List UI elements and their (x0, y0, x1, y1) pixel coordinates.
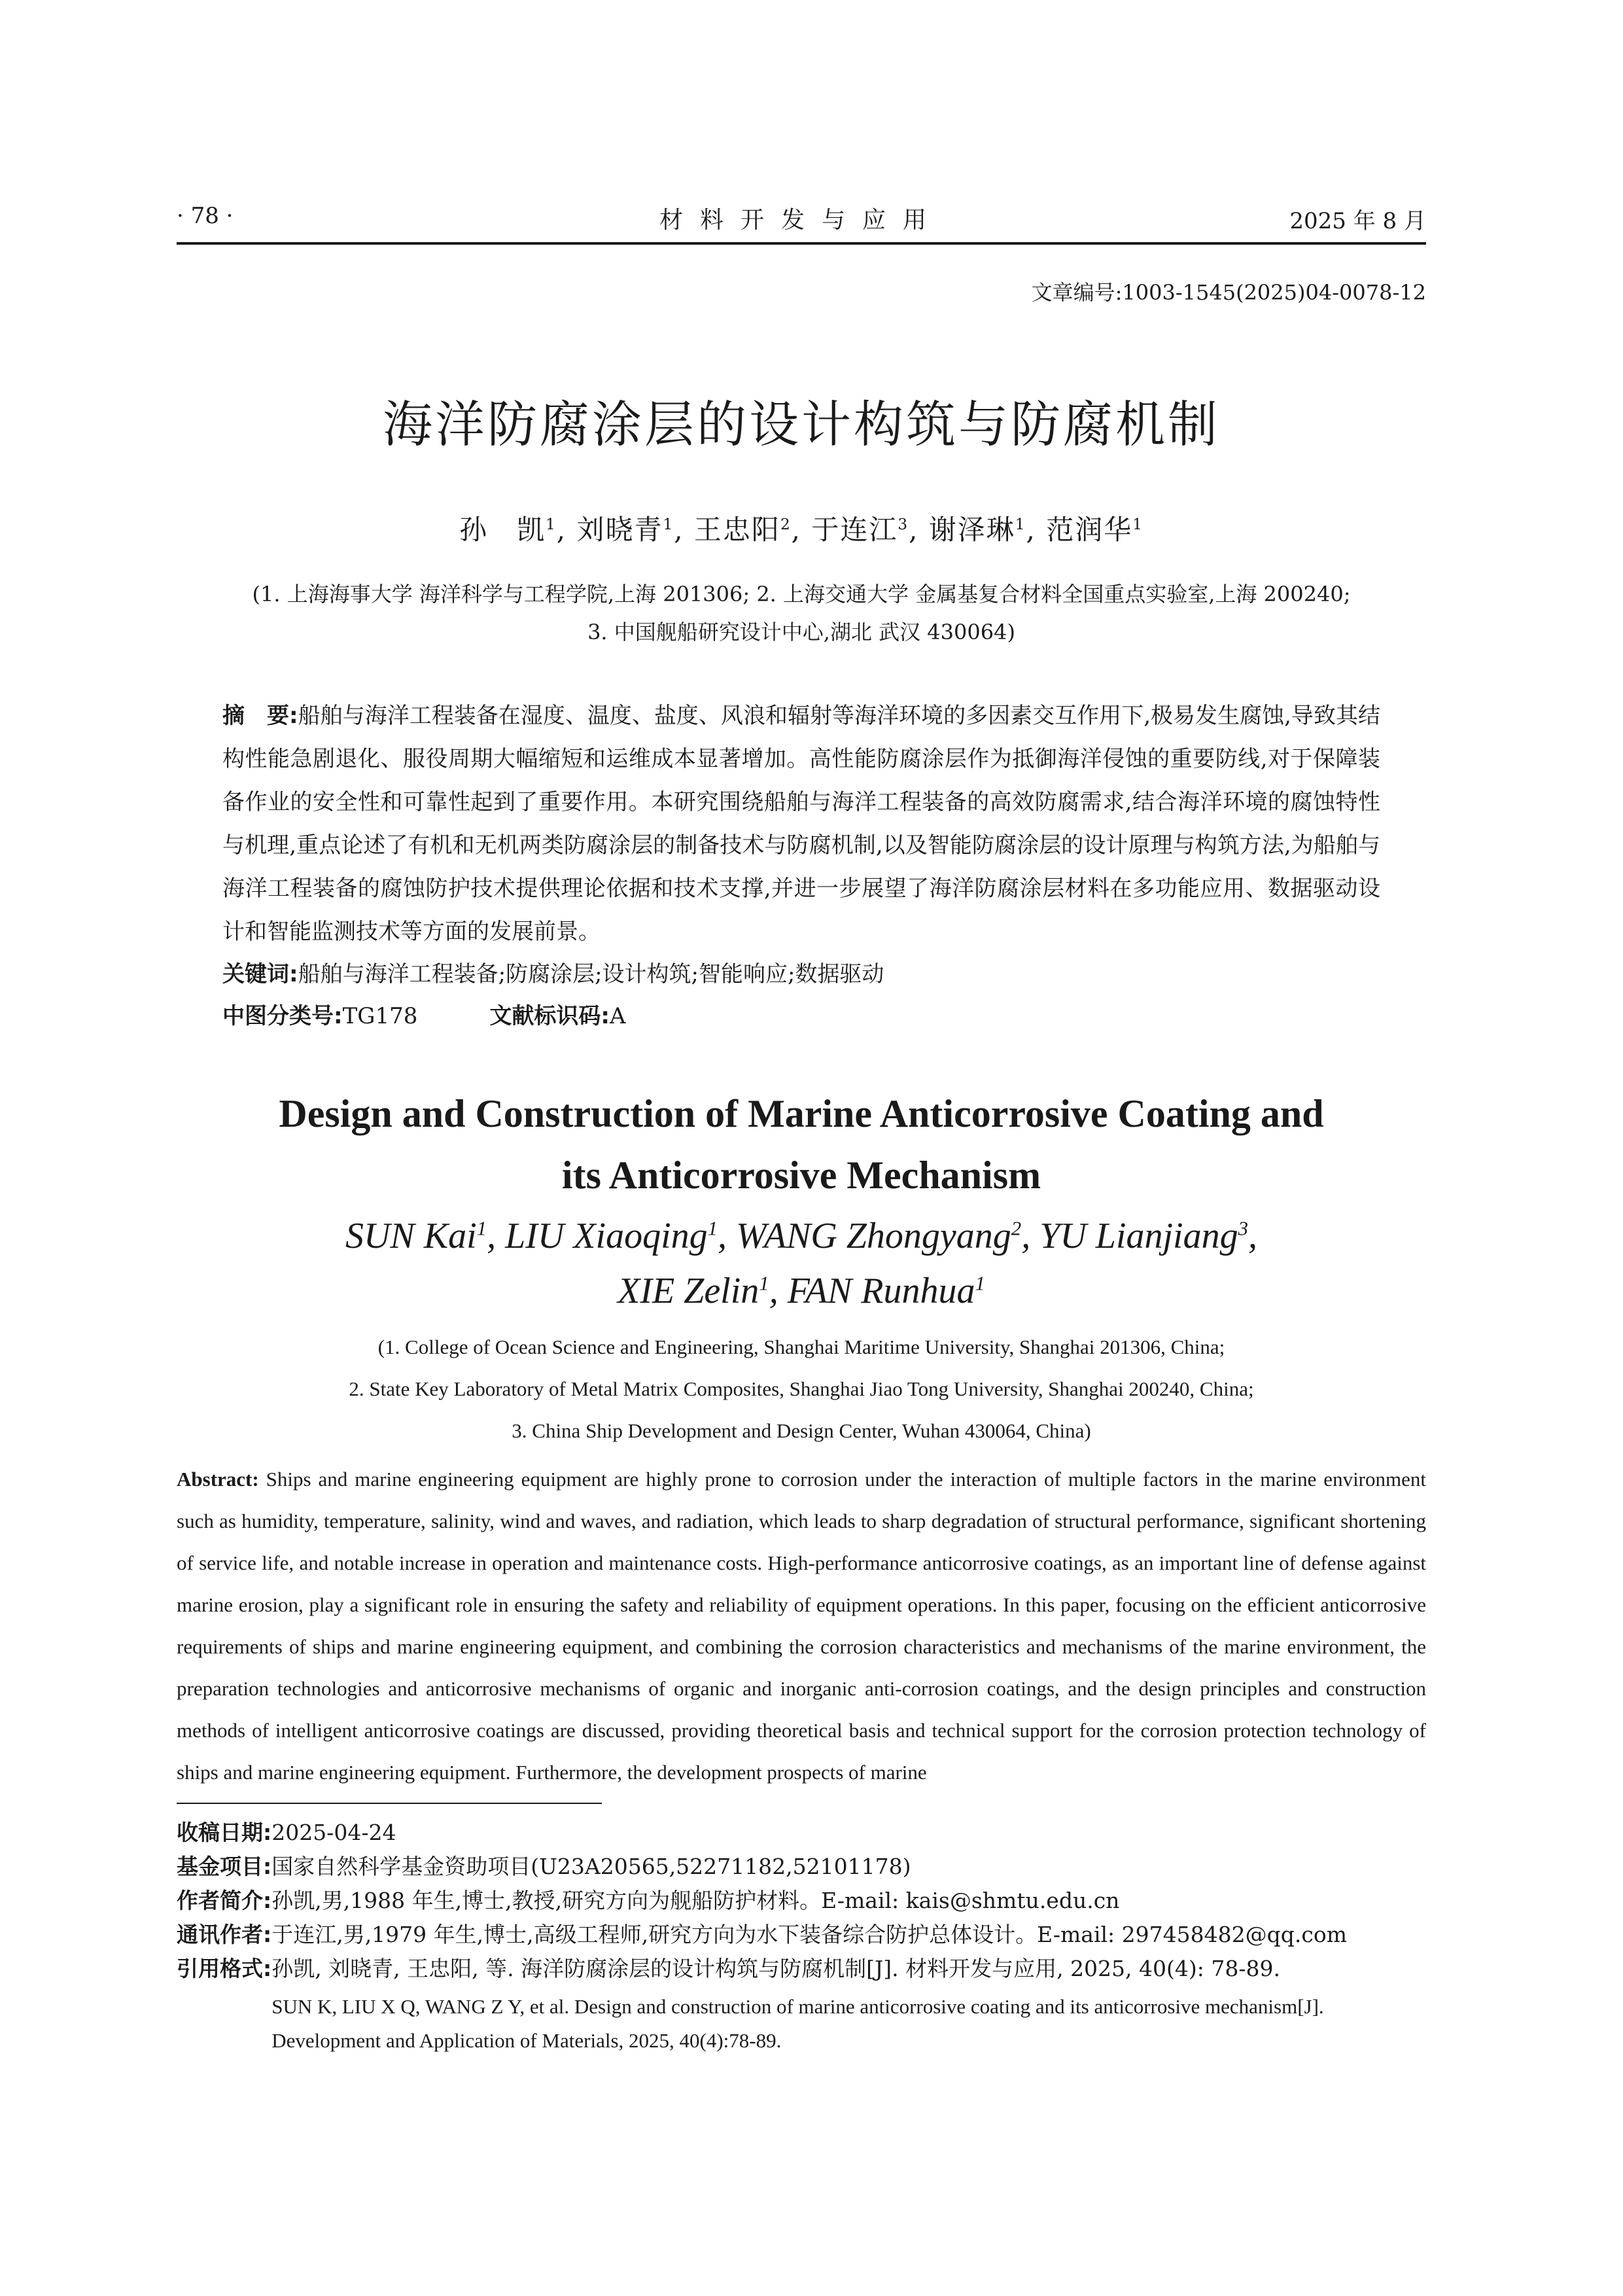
author-name: 孙 凯 (459, 514, 546, 546)
footnote-label: 通讯作者: (177, 1922, 272, 1947)
citation-english: SUN K, LIU X Q, WANG Z Y, et al. Design and construction of marine anticorrosive coating and its anticorrosive mechanism[J]. Development and Application of Materials, 2025, 40(4):78-89. (271, 1995, 1324, 2052)
chinese-affiliations (177, 575, 1426, 651)
clc-label: 中图分类号: (222, 1003, 343, 1029)
english-authors-line: SUN Kai$^1$, LIU Xiaoqing$^1$, WANG Zhongyang$^2$, YU Lianjiang$^3$, (345, 1216, 1258, 1256)
author-affil-mark: 1 (975, 1272, 985, 1295)
chinese-abstract (222, 694, 1380, 953)
affiliation-line: 3. China Ship Development and Design Center, Wuhan 430064, China) (512, 1419, 1091, 1442)
author-affil-mark: 2 (780, 516, 792, 533)
english-affiliations (177, 1326, 1426, 1452)
abstract-label: 摘 要: (222, 703, 298, 729)
abstract-text: 船舶与海洋工程装备在湿度、温度、盐度、风浪和辐射等海洋环境的多因素交互作用下,极易发生腐蚀,导致其结构性能急剧退化、服役周期大幅缩短和运维成本显著增加。高性能防腐涂层作为抵御海洋侵蚀的重要防线,对于保障装备作业的安全性和可靠性起到了重要作用。本研究围绕船舶与海洋工程装备的高效防腐需求,结合海洋环境的腐蚀特性与机理,重点论述了有机和无机两类防腐涂层的制备技术与防腐机制,以及智能防腐涂层的设计原理与构筑方法,为船舶与海洋工程装备的腐蚀防护技术提供理论依据和技术支撑,并进一步展望了海洋防腐涂层材料在多功能应用、数据驱动设计和智能监测技术等方面的发展前景。 (222, 703, 1380, 945)
footnote-corresponding (177, 1918, 1426, 1952)
author-affil-mark: 1 (1132, 516, 1143, 533)
footnote-received (177, 1816, 1426, 1850)
author-name: SUN Kai (345, 1216, 477, 1256)
footnote-value: 2025-04-24 (271, 1820, 396, 1845)
author-name: 谢泽琳 (928, 514, 1015, 546)
author-name: 于连江 (811, 514, 898, 546)
footnote-label: 基金项目: (177, 1854, 272, 1879)
footnote-divider (177, 1803, 602, 1804)
doc-code-label: 文献标识码: (489, 1003, 610, 1029)
article-number: 文章编号:1003-1545(2025)04-0078-12 (1031, 280, 1426, 305)
footnote-label: 作者简介: (177, 1888, 272, 1913)
footnote-label: 引用格式: (177, 1956, 272, 1981)
paper-page (177, 196, 1426, 2058)
abstract-label: Abstract: (177, 1468, 259, 1491)
footnote-value: 孙凯,男,1988 年生,博士,教授,研究方向为舰船防护材料。E-mail: kais@shmtu.edu.cn (271, 1888, 1120, 1913)
english-abstract (177, 1458, 1426, 1793)
issue-date: 2025 年 8 月 (1289, 208, 1426, 234)
english-authors-line: XIE Zelin$^1$, FAN Runhua$^1$ (618, 1271, 985, 1311)
footnote-value: 国家自然科学基金资助项目(U23A20565,52271182,52101178) (271, 1854, 911, 1879)
author-name: 范润华 (1046, 514, 1133, 546)
footnote-author-bio (177, 1884, 1426, 1918)
abstract-text: Ships and marine engineering equipment are highly prone to corrosion under the interaction of multiple factors in the marine environment such as humidity, temperature, salinity, wind and waves, and radiation, which leads to sharp degradation of structural performance, significant shortening of service life, and notable increase in operation and maintenance costs. High-performance anticorrosive coatings, as an important line of defense against marine erosion, play a significant role in ensuring the safety and reliability of equipment operations. In this paper, focusing on the efficient anticorrosive requirements of ships and marine engineering equipment, and combining the corrosion characteristics and mechanisms of the marine environment, the preparation technologies and anticorrosive mechanisms of organic and inorganic anti-corrosion coatings, and the design principles and construction methods of intelligent anticorrosive coatings are discussed, providing theoretical basis and technical support for the corrosion protection technology of ships and marine engineering equipment. Furthermore, the development prospects of marine (177, 1468, 1426, 1784)
author-affil-mark: 2 (1011, 1217, 1022, 1240)
clc-code: TG178 (342, 1003, 418, 1029)
author-name: YU Lianjiang (1039, 1216, 1238, 1256)
chinese-authors: 孙 凯$^1$, 刘晓青$^1$, 王忠阳$^2$, 于连江$^3$, 谢泽琳$^1$, 范润华$^1$ (459, 514, 1143, 546)
english-title-line: Design and Construction of Marine Anticorrosive Coating and (279, 1092, 1324, 1135)
doc-code: A (609, 1003, 626, 1029)
author-affil-mark: 1 (546, 516, 557, 533)
author-name: LIU Xiaoqing (505, 1216, 708, 1256)
affiliation-line: (1. 上海海事大学 海洋科学与工程学院,上海 201306; 2. 上海交通大学 金属基复合材料全国重点实验室,上海 200240; (252, 582, 1351, 607)
footnote-value: 于连江,男,1979 年生,博士,高级工程师,研究方向为水下装备综合防护总体设计。E-mail: 297458482@qq.com (271, 1922, 1347, 1947)
footnote-citation (177, 1952, 1426, 2058)
chinese-keywords (222, 953, 1380, 995)
author-name: FAN Runhua (787, 1271, 975, 1311)
classification-row (222, 995, 1380, 1037)
page-number: · 78 · (177, 203, 234, 229)
author-name: 王忠阳 (693, 514, 780, 546)
affiliation-line: 3. 中国舰船研究设计中心,湖北 武汉 430064) (587, 620, 1015, 645)
running-header (177, 196, 1426, 245)
author-name: XIE Zelin (618, 1271, 759, 1311)
english-title-line: its Anticorrosive Mechanism (561, 1154, 1041, 1197)
author-name: WANG Zhongyang (736, 1216, 1011, 1256)
chinese-title: 海洋防腐涂层的设计构筑与防腐机制 (383, 395, 1220, 453)
footnote-value (271, 1952, 1426, 2058)
keywords-label: 关键词: (222, 961, 298, 987)
keywords-text: 船舶与海洋工程装备;防腐涂层;设计构筑;智能响应;数据驱动 (298, 961, 884, 987)
author-affil-mark: 1 (707, 1217, 718, 1240)
author-affil-mark: 1 (759, 1272, 769, 1295)
journal-name: 材料开发与应用 (659, 207, 943, 234)
author-affil-mark: 1 (663, 516, 674, 533)
author-affil-mark: 3 (1238, 1217, 1249, 1240)
author-affil-mark: 1 (476, 1217, 487, 1240)
affiliation-line: (1. College of Ocean Science and Engineering, Shanghai Maritime University, Shanghai 201306, China; (377, 1335, 1225, 1358)
english-title (177, 1083, 1426, 1206)
author-affil-mark: 3 (898, 516, 909, 533)
author-affil-mark: 1 (1015, 516, 1026, 533)
author-name: 刘晓青 (576, 514, 663, 546)
affiliation-line: 2. State Key Laboratory of Metal Matrix Composites, Shanghai Jiao Tong University, Shanghai 200240, China; (349, 1377, 1254, 1400)
citation-chinese: 孙凯, 刘晓青, 王忠阳, 等. 海洋防腐涂层的设计构筑与防腐机制[J]. 材料开发与应用, 2025, 40(4): 78-89. (271, 1956, 1280, 1981)
footnote-fund (177, 1850, 1426, 1884)
footnotes (177, 1816, 1426, 2058)
footnote-label: 收稿日期: (177, 1820, 272, 1845)
english-authors (177, 1209, 1426, 1318)
